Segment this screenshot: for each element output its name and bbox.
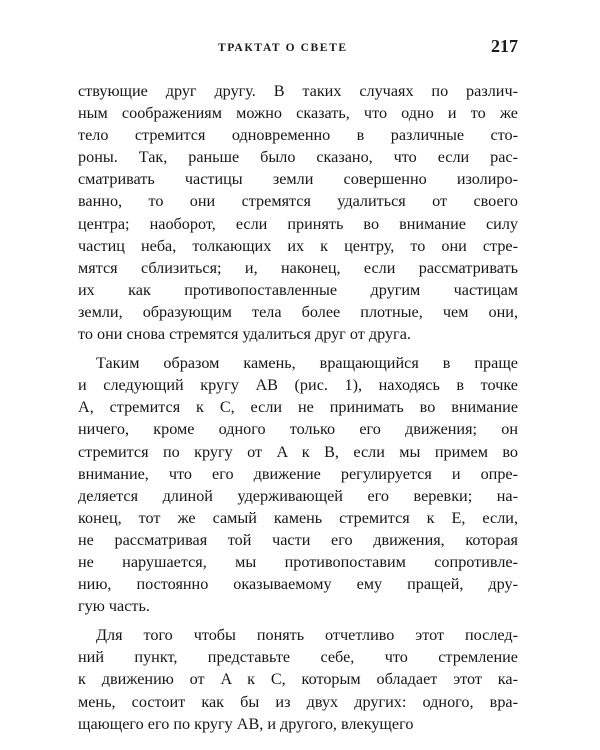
text-line: к движению от A к C, которым обладает этот ка- [78,670,518,689]
text-line: тело стремится одновременно в различные сто- [78,126,518,145]
text-line: ванно, то они стремятся удалиться от своего [78,192,518,211]
text-line: сматривать частицы земли совершенно изолиро- [78,170,518,189]
text-line: деляется длиной удерживающей его веревки; на- [78,486,518,505]
text-line: ствующие друг другу. В таких случаях по различ- [78,82,518,100]
page-number: 217 [491,36,518,56]
text-line: щающего его по кругу AB, и другого, влекущего [78,714,414,733]
text-line: частиц неба, толкающих их к центру, то они стре- [78,236,518,255]
paragraph [78,352,518,617]
running-header [78,36,518,62]
text-line: A, стремится к C, если не принимать во внимание [78,398,518,417]
text-line: ничего, кроме одного только его движения; он [78,420,518,439]
text-line: не нарушается, мы противопоставим сопротивле- [78,552,518,571]
text-line: мень, состоит как бы из двух других: одного, вра- [78,692,518,711]
text-line: стремится по кругу от A к B, если мы примем во [78,442,518,461]
text-line: нию, постоянно оказываемому ему пращей, дру- [78,575,518,594]
paragraph [78,624,518,734]
text-line: то они снова стремятся удалиться друг от друга. [78,325,411,344]
text-line: их как противопоставленные другим частицам [78,280,518,299]
text-line: конец, тот же самый камень стремится к E, если, [78,508,518,527]
text-line: мятся сблизиться; и, наконец, если рассматривать [78,258,518,277]
text-line: Для того чтобы понять отчетливо этот послед- [96,626,518,645]
text-line: земли, образующим тела более плотные, чем они, [78,302,518,321]
text-line: роны. Так, раньше было сказано, что если рас- [78,148,518,167]
text-line: гую часть. [78,597,150,616]
text-line: ным соображениям можно сказать, что одно и то же [78,104,518,123]
text-line: ний пункт, представьте себе, что стремление [78,648,518,667]
paragraph [78,80,518,345]
text-line: внимание, что его движение регулируется и опре- [78,464,518,483]
text-line: Таким образом камень, вращающийся в праще [96,354,518,373]
text-line: центра; наоборот, если принять во внимание силу [78,214,518,233]
text-line: и следующий кругу AB (рис. 1), находясь в точке [78,376,518,395]
running-title: ТРАКТАТ О СВЕТЕ [218,42,348,54]
text-line: не рассматривая той части его движения, которая [78,530,518,549]
body-text [78,80,518,742]
